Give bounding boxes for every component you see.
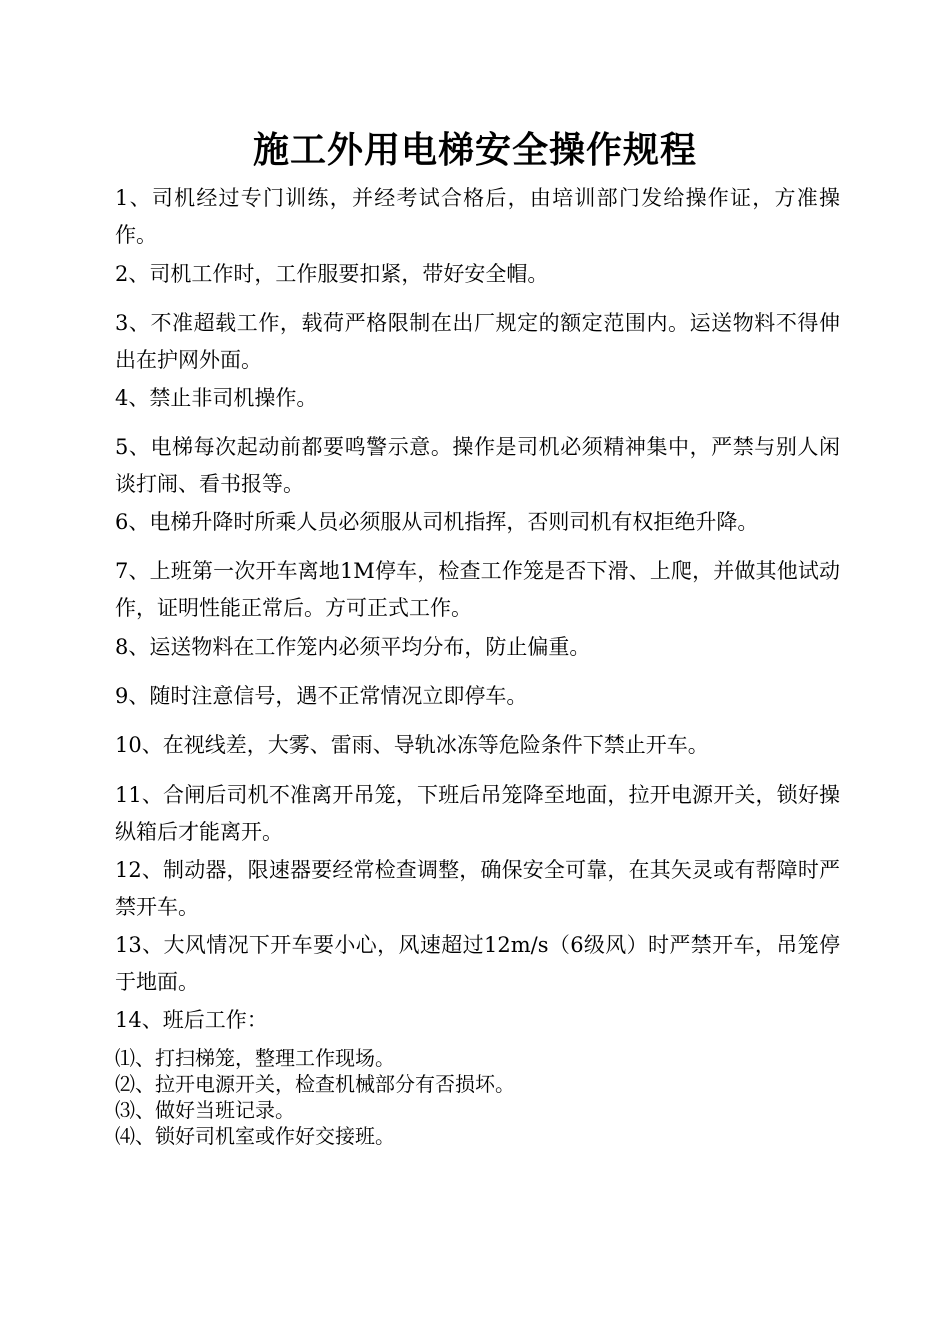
rule-item-1: 1、司机经过专门训练，并经考试合格后，由培训部门发给操作证，方准操作。 bbox=[115, 186, 840, 247]
rule-item-14: 14、班后工作： bbox=[115, 1008, 268, 1032]
after-shift-step-4: ⑷、锁好司机室或作好交接班。 bbox=[115, 1124, 395, 1148]
rule-item-7: 7、上班第一次开车离地1M停车，检查工作笼是否下滑、上爬，并做其他试动作，证明性能正常后。方可正式工作。 bbox=[115, 559, 840, 620]
rule-item-13: 13、大风情况下开车要小心，风速超过12m/s（6级风）时严禁开车，吊笼停于地面。 bbox=[115, 933, 840, 994]
rule-item-5: 5、电梯每次起动前都要鸣警示意。操作是司机必须精神集中，严禁与别人闲谈打闹、看书报等。 bbox=[115, 435, 840, 496]
after-shift-step-3: ⑶、做好当班记录。 bbox=[115, 1098, 295, 1122]
after-shift-step-1: ⑴、打扫梯笼，整理工作现场。 bbox=[115, 1046, 395, 1070]
after-shift-step-2: ⑵、拉开电源开关，检查机械部分有否损坏。 bbox=[115, 1072, 515, 1096]
rule-item-6: 6、电梯升降时所乘人员必须服从司机指挥，否则司机有权拒绝升降。 bbox=[115, 510, 759, 534]
rule-item-10: 10、在视线差，大雾、雷雨、导轨冰冻等危险条件下禁止开车。 bbox=[115, 733, 709, 757]
rule-item-8: 8、运送物料在工作笼内必须平均分布，防止偏重。 bbox=[115, 635, 591, 659]
document-title: 施工外用电梯安全操作规程 bbox=[252, 129, 697, 171]
rule-item-4: 4、禁止非司机操作。 bbox=[115, 386, 318, 410]
rule-item-9: 9、随时注意信号，遇不正常情况立即停车。 bbox=[115, 684, 528, 708]
rule-item-12: 12、制动器，限速器要经常检查调整，确保安全可靠，在其矢灵或有帮障时严禁开车。 bbox=[115, 858, 840, 919]
rule-item-11: 11、合闸后司机不准离开吊笼，下班后吊笼降至地面，拉开电源开关，锁好操纵箱后才能离开。 bbox=[115, 783, 840, 844]
rule-item-2: 2、司机工作时，工作服要扣紧，带好安全帽。 bbox=[115, 262, 549, 286]
rule-item-3: 3、不准超载工作，载荷严格限制在出厂规定的额定范围内。运送物料不得伸出在护网外面。 bbox=[115, 311, 840, 372]
